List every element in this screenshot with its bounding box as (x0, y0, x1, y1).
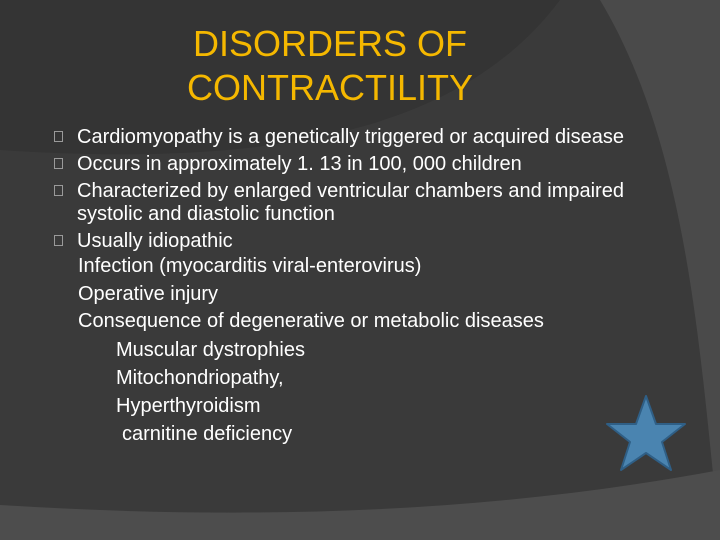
bullet-item (52, 153, 652, 176)
square-bullet-icon (54, 185, 63, 196)
slide-content (52, 126, 652, 448)
bullet-item (52, 126, 652, 149)
bullet-item (52, 180, 652, 226)
cause-item: Consequence of degenerative or metabolic diseases (78, 310, 544, 332)
bullet-text: Usually idiopathic (77, 230, 233, 252)
square-bullet-icon (54, 235, 63, 246)
cause-item: Operative injury (78, 282, 219, 305)
square-bullet-icon (54, 131, 63, 142)
star-icon (604, 393, 688, 473)
bullet-text: Cardiomyopathy is a genetically triggered or acquired disease (77, 126, 624, 148)
sub-cause-item: carnitine deficiency (122, 422, 293, 445)
title-line-1: DISORDERS OF (192, 23, 468, 64)
title-line-2: CONTRACTILITY (186, 67, 473, 108)
sub-cause-item: Muscular dystrophies (116, 338, 305, 361)
bullet-text: Occurs in approximately 1. 13 in 100, 000 children (77, 153, 522, 175)
sub-cause-item: Mitochondriopathy, (116, 366, 284, 389)
cause-item: Infection (myocarditis viral-enterovirus) (78, 255, 422, 277)
slide-title (120, 22, 540, 110)
bullet-text: Characterized by enlarged ventricular chambers and impaired systolic and diastolic function (77, 180, 624, 225)
bullet-item (52, 230, 652, 253)
sub-cause-item: Hyperthyroidism (116, 394, 261, 417)
square-bullet-icon (54, 158, 63, 169)
